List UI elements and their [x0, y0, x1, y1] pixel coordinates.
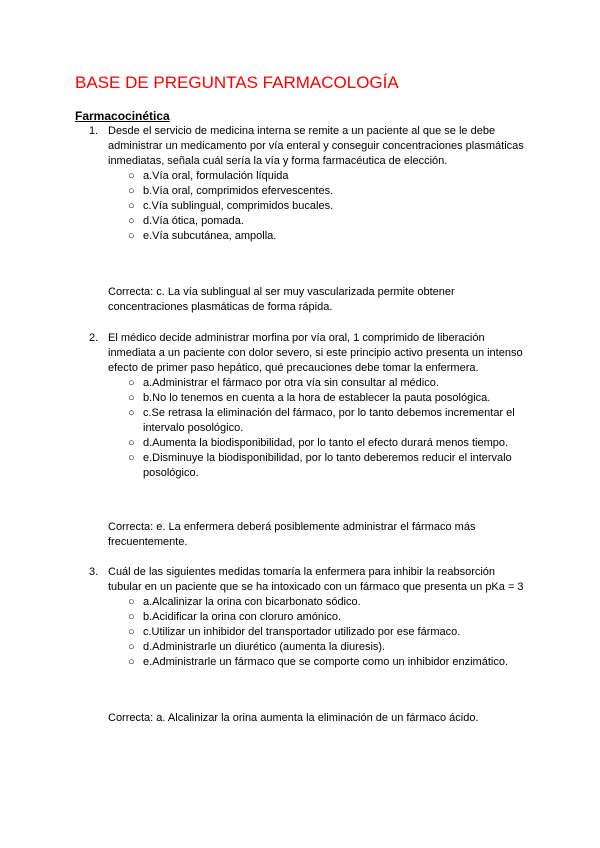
option-item: [0, 406, 528, 436]
option-text: a.Administrar el fármaco por otra vía sin consultar al médico.: [143, 377, 439, 389]
option-text: b.Acidificar la orina con cloruro amónico.: [143, 611, 342, 623]
option-item: [0, 169, 528, 184]
bullet-circle-icon: ○: [128, 377, 135, 389]
bullet-circle-icon: ○: [128, 170, 135, 182]
option-text: c.Se retrasa la eliminación del fármaco, por lo tanto debemos incrementar el intervalo posológico.: [143, 407, 515, 434]
option-text: c.Vía sublingual, comprimidos bucales.: [143, 200, 334, 212]
option-text: d.Aumenta la biodisponibilidad, por lo tanto el efecto durará menos tiempo.: [143, 437, 509, 449]
answer-1: Correcta: c. La vía sublingual al ser muy vascularizada permite obtener concentraciones plasmáticas de forma rápida.: [108, 286, 455, 313]
option-text: b.No lo tenemos en cuenta a la hora de establecer la pauta posológica.: [143, 392, 491, 404]
question-number: 3.: [89, 566, 99, 578]
bullet-circle-icon: ○: [128, 185, 135, 197]
option-text: e.Administrarle un fármaco que se comporte como un inhibidor enzimático.: [143, 656, 509, 668]
option-text: c.Utilizar un inhibidor del transportador utilizado por ese fármaco.: [143, 626, 461, 638]
option-item: [0, 376, 528, 391]
question-text: El médico decide administrar morfina por vía oral, 1 comprimido de liberación inmediata a un paciente con dolor severo, si este principio activo presenta un intenso efecto de primer paso hepático, qué precauciones debe tomar la enfermera.: [108, 332, 523, 374]
bullet-circle-icon: ○: [128, 611, 135, 623]
option-item: [0, 451, 528, 481]
option-item: [0, 595, 528, 610]
option-item: [0, 229, 528, 244]
option-item: [0, 436, 528, 451]
option-item: [0, 214, 528, 229]
question-number: 1.: [89, 125, 99, 137]
options-list: [0, 169, 528, 244]
option-item: [0, 199, 528, 214]
bullet-circle-icon: ○: [128, 392, 135, 404]
option-item: [0, 184, 528, 199]
option-text: a.Alcalinizar la orina con bicarbonato sódico.: [143, 596, 361, 608]
question-text: Desde el servicio de medicina interna se remite a un paciente al que se le debe administrar un medicamento por vía enteral y conseguir concentraciones plasmáticas inmediatas, señala cuál sería la vía y forma farmacéutica de elección.: [108, 125, 524, 167]
option-item: [0, 655, 528, 670]
bullet-circle-icon: ○: [128, 437, 135, 449]
section-heading: Farmacocinética: [75, 109, 170, 123]
bullet-circle-icon: ○: [128, 656, 135, 668]
option-text: e.Vía subcutánea, ampolla.: [143, 230, 277, 242]
option-text: d.Vía ótica, pomada.: [143, 215, 244, 227]
option-text: b.Vía oral, comprimidos efervescentes.: [143, 185, 334, 197]
bullet-circle-icon: ○: [128, 407, 135, 419]
option-item: [0, 391, 528, 406]
question-text: Cuál de las siguientes medidas tomaría la enfermera para inhibir la reabsorción tubular en un paciente que se ha intoxicado con un fármaco que presenta un pKa = 3: [108, 566, 524, 593]
options-list: [0, 595, 528, 670]
bullet-circle-icon: ○: [128, 215, 135, 227]
option-item: [0, 640, 528, 655]
option-text: e.Disminuye la biodisponibilidad, por lo tanto deberemos reducir el intervalo posológico.: [143, 452, 512, 479]
options-list: [0, 376, 528, 481]
option-text: a.Vía oral, formulación líquida: [143, 170, 289, 182]
question-number: 2.: [89, 332, 99, 344]
option-item: [0, 625, 528, 640]
bullet-circle-icon: ○: [128, 230, 135, 242]
option-item: [0, 610, 528, 625]
bullet-circle-icon: ○: [128, 626, 135, 638]
answer-3: Correcta: a. Alcalinizar la orina aumenta la eliminación de un fármaco ácido.: [108, 712, 479, 724]
option-text: d.Administrarle un diurético (aumenta la diuresis).: [143, 641, 386, 653]
bullet-circle-icon: ○: [128, 200, 135, 212]
answer-2: Correcta: e. La enfermera deberá posiblemente administrar el fármaco más frecuentemente.: [108, 521, 476, 548]
bullet-circle-icon: ○: [128, 596, 135, 608]
bullet-circle-icon: ○: [128, 641, 135, 653]
document-title: BASE DE PREGUNTAS FARMACOLOGÍA: [75, 73, 399, 92]
bullet-circle-icon: ○: [128, 452, 135, 464]
